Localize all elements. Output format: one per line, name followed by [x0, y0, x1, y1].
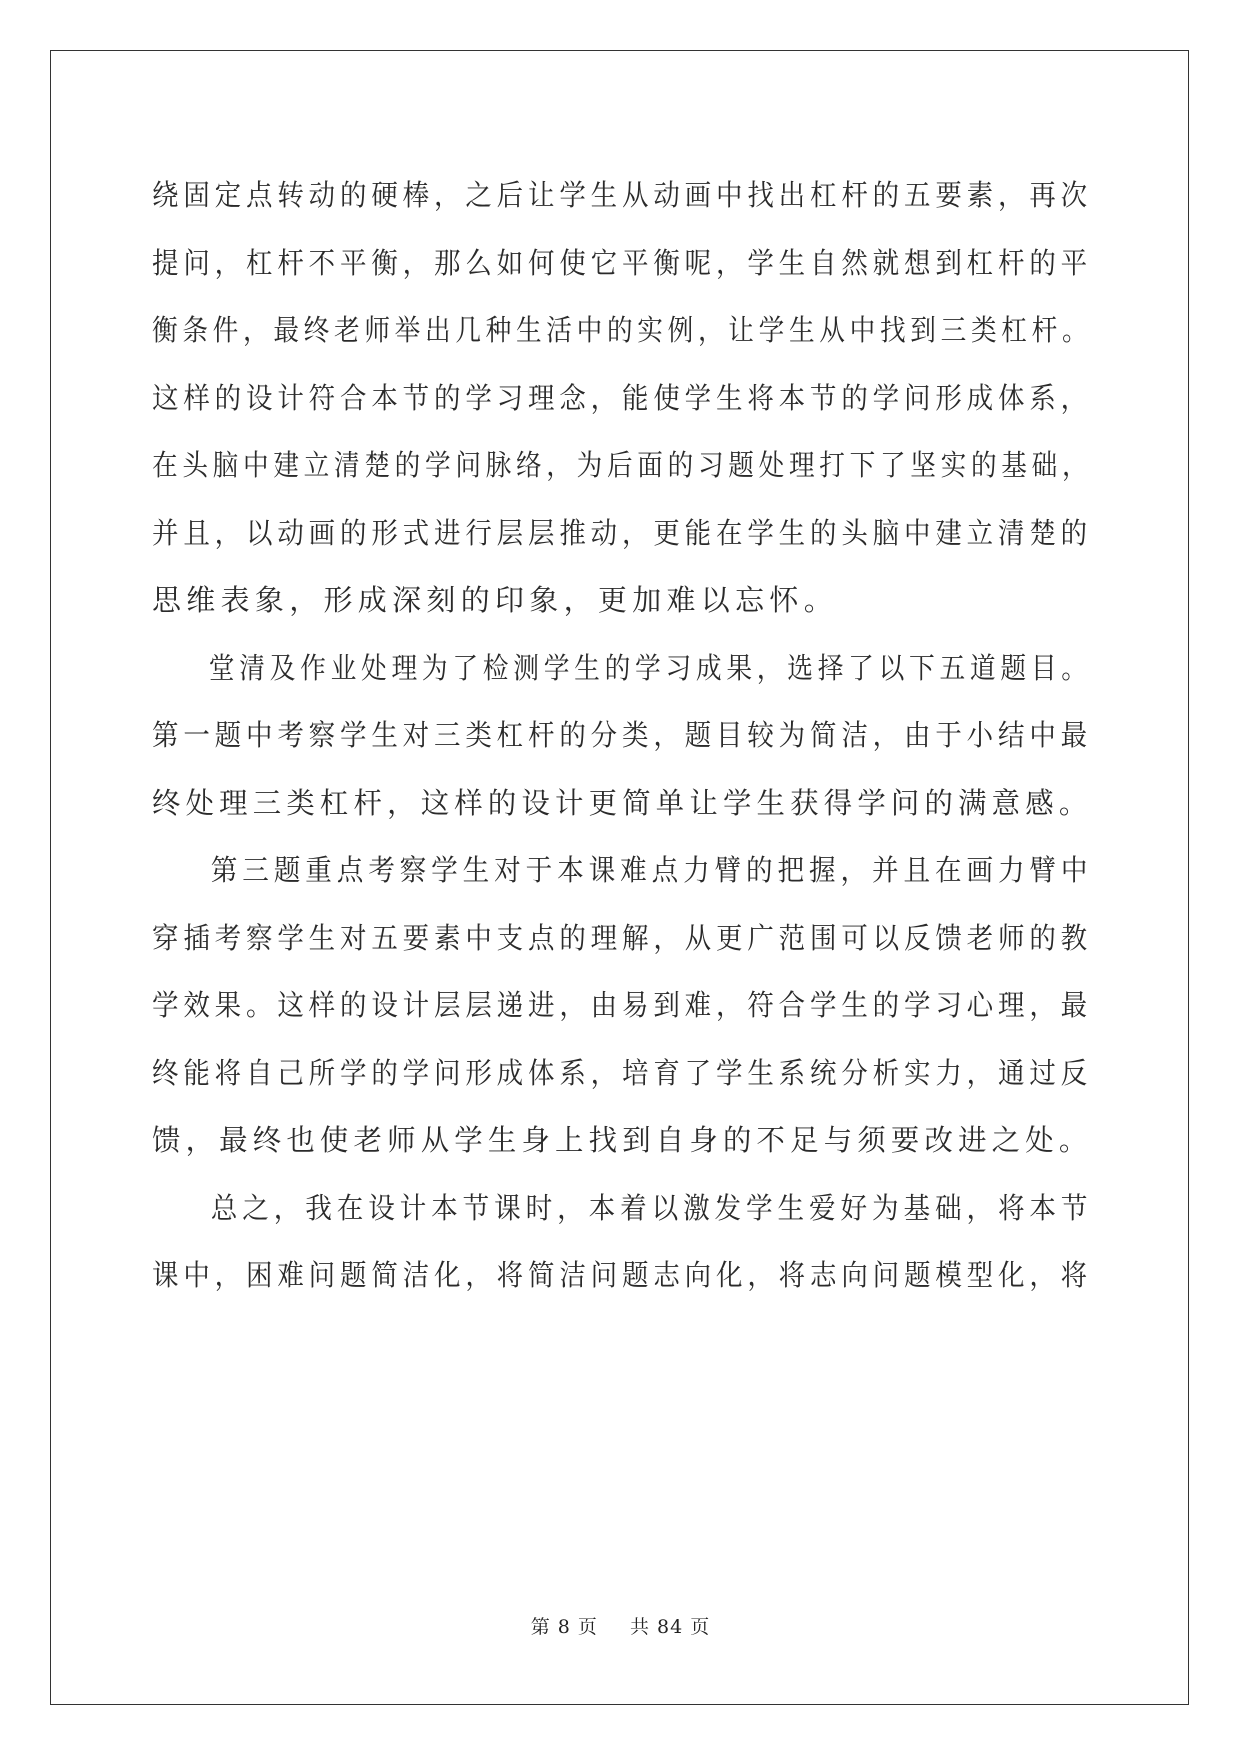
text-line: 终处理三类杠杆，这样的设计更简单让学生获得学问的满意感。: [152, 785, 1093, 820]
text-line: 思维表象，形成深刻的印象，更加难以忘怀。: [152, 583, 839, 617]
text-line: 绕固定点转动的硬棒，之后让学生从动画中找出杠杆的五要素，再次: [152, 178, 1093, 212]
text-line: 馈，最终也使老师从学生身上找到自身的不足与须要改进之处。: [152, 1123, 1093, 1157]
text-line: 提问，杠杆不平衡，那么如何使它平衡呢，学生自然就想到杠杆的平: [152, 245, 1093, 280]
page-footer: [0, 1612, 1241, 1639]
text-line: 学效果。这样的设计层层递进，由易到难，符合学生的学习心理，最: [152, 988, 1093, 1022]
page-total: 共 84 页: [630, 1616, 711, 1638]
text-line: 穿插考察学生对五要素中支点的理解，从更广范围可以反馈老师的教: [152, 920, 1093, 955]
document-body: [152, 162, 1092, 1310]
text-line: 在头脑中建立清楚的学问脉络，为后面的习题处理打下了坚实的基础，: [152, 448, 1093, 482]
paragraph-first-line: 总之，我在设计本节课时，本着以激发学生爱好为基础，将本节: [210, 1190, 1093, 1225]
text-line: 第一题中考察学生对三类杠杆的分类，题目较为简洁，由于小结中最: [152, 718, 1093, 752]
paragraph-first-line: 堂清及作业处理为了检测学生的学习成果，选择了以下五道题目。: [208, 650, 1092, 685]
text-line: 并且，以动画的形式进行层层推动，更能在学生的头脑中建立清楚的: [152, 515, 1093, 550]
text-line: 终能将自己所学的学问形成体系，培育了学生系统分析实力，通过反: [152, 1055, 1093, 1090]
text-line: 课中，困难问题简洁化，将简洁问题志向化，将志向问题模型化，将: [152, 1258, 1093, 1292]
page-number: 第 8 页: [530, 1616, 598, 1638]
text-line: 衡条件，最终老师举出几种生活中的实例，让学生从中找到三类杠杆。: [152, 313, 1093, 347]
text-line: 这样的设计符合本节的学习理念，能使学生将本节的学问形成体系，: [152, 380, 1093, 415]
paragraph-first-line: 第三题重点考察学生对于本课难点力臂的把握，并且在画力臂中: [210, 853, 1093, 887]
